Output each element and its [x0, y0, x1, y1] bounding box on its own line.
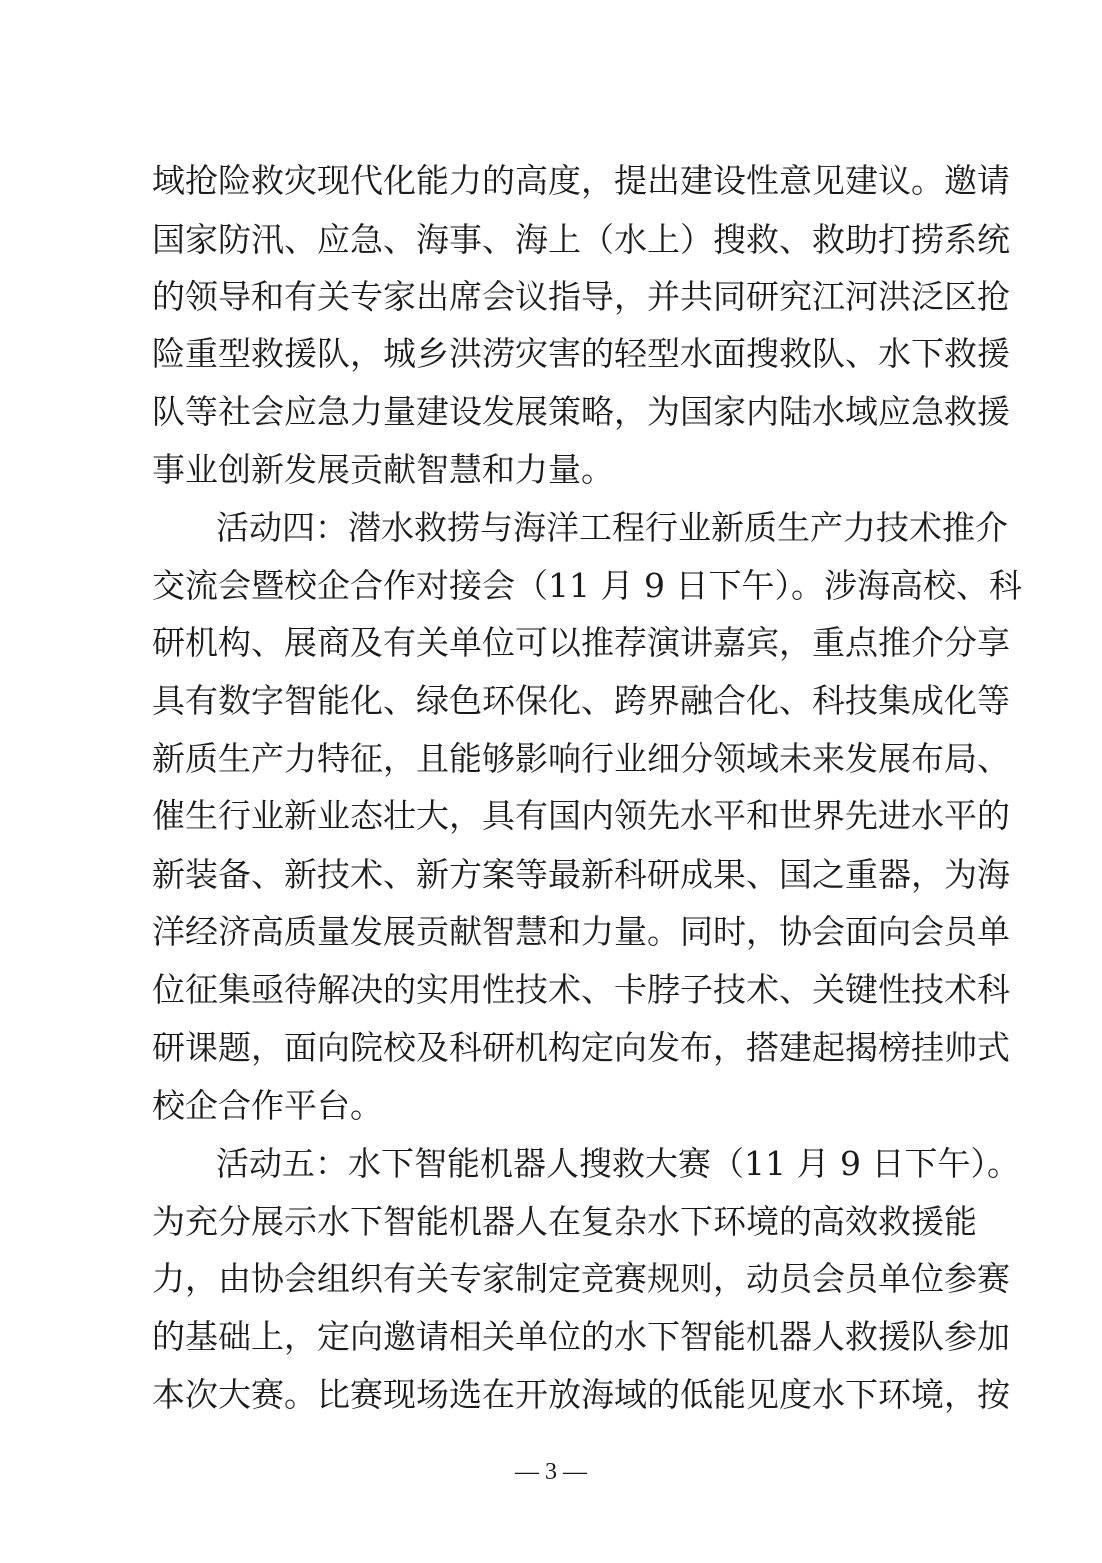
- body-text-line: 域抢险救灾现代化能力的高度，提出建设性意见建议。邀请: [152, 161, 1010, 200]
- body-text-line: 交流会暨校企合作对接会（11 月 9 日下午）。涉海高校、科: [152, 566, 1022, 605]
- body-text-line: 为充分展示水下智能机器人在复杂水下环境的高效救援能: [152, 1202, 977, 1241]
- body-text-line: 具有数字智能化、绿色环保化、跨界融合化、科技集成化等: [152, 681, 1010, 720]
- body-text-line: 洋经济高质量发展贡献智慧和力量。同时，协会面向会员单: [152, 912, 1010, 951]
- body-text-line: 本次大赛。比赛现场选在开放海域的低能见度水下环境，按: [152, 1375, 1010, 1414]
- paragraph-heading-activity-five: 活动五：水下智能机器人搜救大赛（11 月 9 日下午）。: [216, 1144, 1020, 1183]
- body-text-line: 的基础上，定向邀请相关单位的水下智能机器人救援队参加: [152, 1317, 1010, 1356]
- body-text-line: 位征集亟待解决的实用性技术、卡脖子技术、关键性技术科: [152, 970, 1010, 1009]
- body-text-line: 校企合作平台。: [152, 1086, 383, 1125]
- body-text-line: 力，由协会组织有关专家制定竞赛规则，动员会员单位参赛: [152, 1259, 1010, 1298]
- body-text-line: 催生行业新业态壮大，具有国内领先水平和世界先进水平的: [152, 796, 1010, 835]
- paragraph-heading-activity-four: 活动四：潜水救捞与海洋工程行业新质生产力技术推介: [216, 508, 1008, 547]
- body-text-line: 事业创新发展贡献智慧和力量。: [152, 450, 614, 489]
- body-text-line: 队等社会应急力量建设发展策略，为国家内陆水域应急救援: [152, 392, 1010, 431]
- page-number: — 3 —: [515, 1459, 587, 1485]
- body-text-line: 研课题，面向院校及科研机构定向发布，搭建起揭榜挂帅式: [152, 1028, 1010, 1067]
- body-text-line: 国家防汛、应急、海事、海上（水上）搜救、救助打捞系统: [152, 220, 1010, 259]
- body-text-line: 险重型救援队，城乡洪涝灾害的轻型水面搜救队、水下救援: [152, 334, 1010, 373]
- body-text-line: 研机构、展商及有关单位可以推荐演讲嘉宾，重点推介分享: [152, 623, 1010, 662]
- body-text-line: 的领导和有关专家出席会议指导，并共同研究江河洪泛区抢: [152, 277, 1010, 316]
- body-text-line: 新质生产力特征，且能够影响行业细分领域未来发展布局、: [152, 739, 1010, 778]
- body-text-line: 新装备、新技术、新方案等最新科研成果、国之重器，为海: [152, 855, 1010, 894]
